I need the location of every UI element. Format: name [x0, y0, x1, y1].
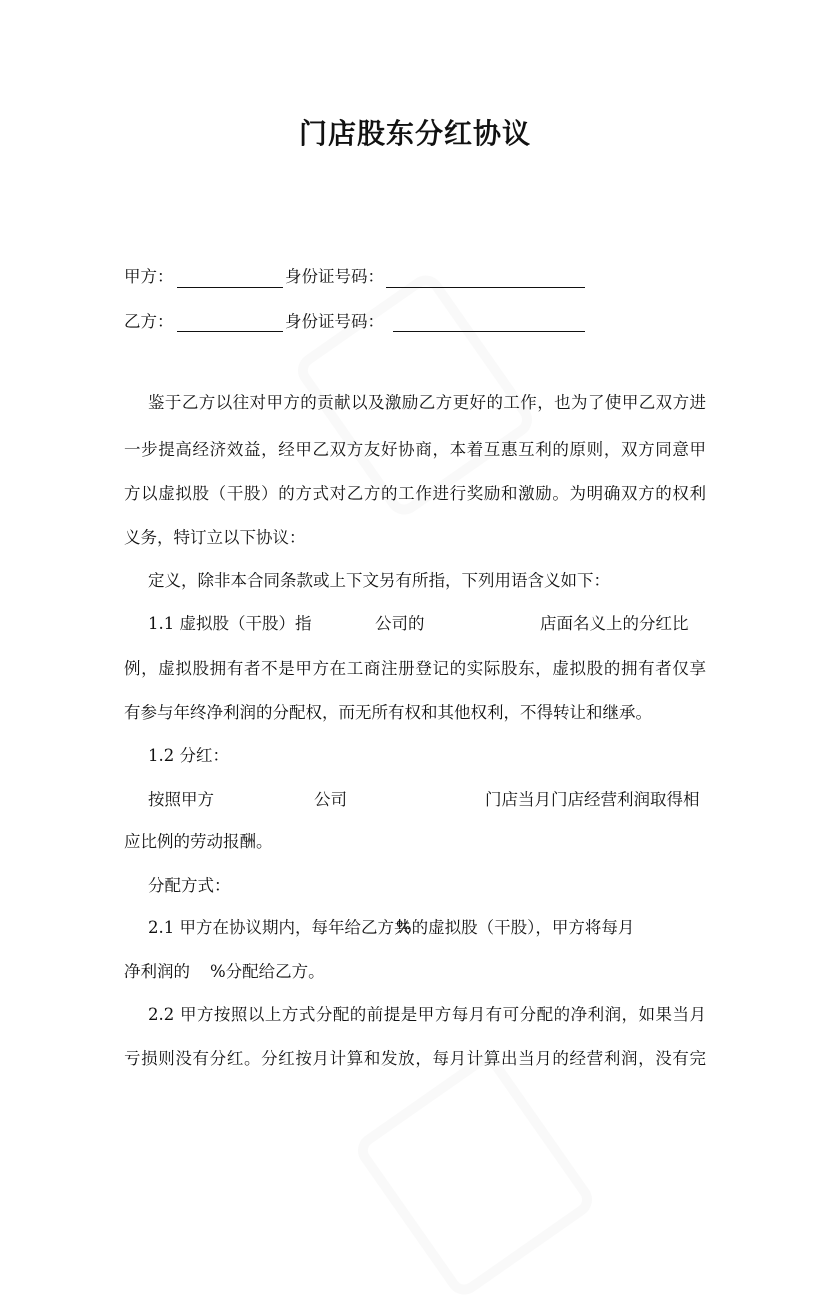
party-b-label: 乙方：: [124, 312, 174, 331]
document-title: 门店股东分红协议: [298, 117, 531, 150]
party-b-id-label: 身份证号码：: [285, 312, 384, 331]
preamble-line: 一步提高经济效益，经甲乙双方友好协商，本着互惠互利的原则，双方同意甲: [124, 440, 706, 459]
clause-1-1-text: 有参与年终净利润的分配权，而无所有权和其他权利，不得转让和继承。: [124, 703, 652, 722]
preamble-line: 义务，特订立以下协议：: [124, 528, 306, 547]
clause-1-1-text: 公司的: [375, 614, 425, 633]
party-b-name-blank: [177, 331, 283, 332]
party-a-label: 甲方：: [124, 267, 174, 286]
clause-1-2-text: 按照甲方: [148, 790, 214, 809]
clause-1-1-text: 店面名义上的分红比: [540, 614, 689, 633]
clause-1-2-heading: 1.2 分红：: [148, 746, 229, 765]
party-a-id-blank: [386, 287, 585, 288]
clause-2-1-text: %分配给乙方。: [210, 962, 325, 981]
clause-2-1-text: %的虚拟股（干股），甲方将每月: [396, 918, 635, 937]
definition-intro: 定义，除非本合同条款或上下文另有所指，下列用语含义如下：: [148, 571, 610, 590]
clause-1-2-text: 门店当月门店经营利润取得相: [485, 790, 700, 809]
watermark: [351, 1048, 599, 1301]
clause-2-1-text: 2.1 甲方在协议期内，每年给乙方共: [148, 918, 411, 937]
clause-1-2-text: 公司: [314, 790, 347, 809]
preamble-line: 鉴于乙方以往对甲方的贡献以及激励乙方更好的工作，也为了使甲乙双方进: [148, 393, 706, 412]
clause-2-1-text: 净利润的: [124, 962, 190, 981]
clause-1-1-text: 例，虚拟股拥有者不是甲方在工商注册登记的实际股东，虚拟股的拥有者仅享: [124, 659, 706, 678]
party-b-id-blank: [393, 331, 585, 332]
clause-1-2-text: 应比例的劳动报酬。: [124, 832, 273, 851]
clause-2-2-text: 亏损则没有分红。分红按月计算和发放，每月计算出当月的经营利润，没有完: [124, 1049, 706, 1068]
preamble-line: 方以虚拟股（干股）的方式对乙方的工作进行奖励和激励。为明确双方的权利: [124, 484, 706, 503]
distribution-heading: 分配方式：: [148, 876, 231, 895]
clause-2-2-text: 2.2 甲方按照以上方式分配的前提是甲方每月有可分配的净利润，如果当月: [148, 1005, 706, 1024]
clause-1-1-text: 1.1 虚拟股（干股）指: [148, 614, 312, 633]
party-a-name-blank: [177, 287, 283, 288]
party-a-id-label: 身份证号码：: [285, 267, 384, 286]
